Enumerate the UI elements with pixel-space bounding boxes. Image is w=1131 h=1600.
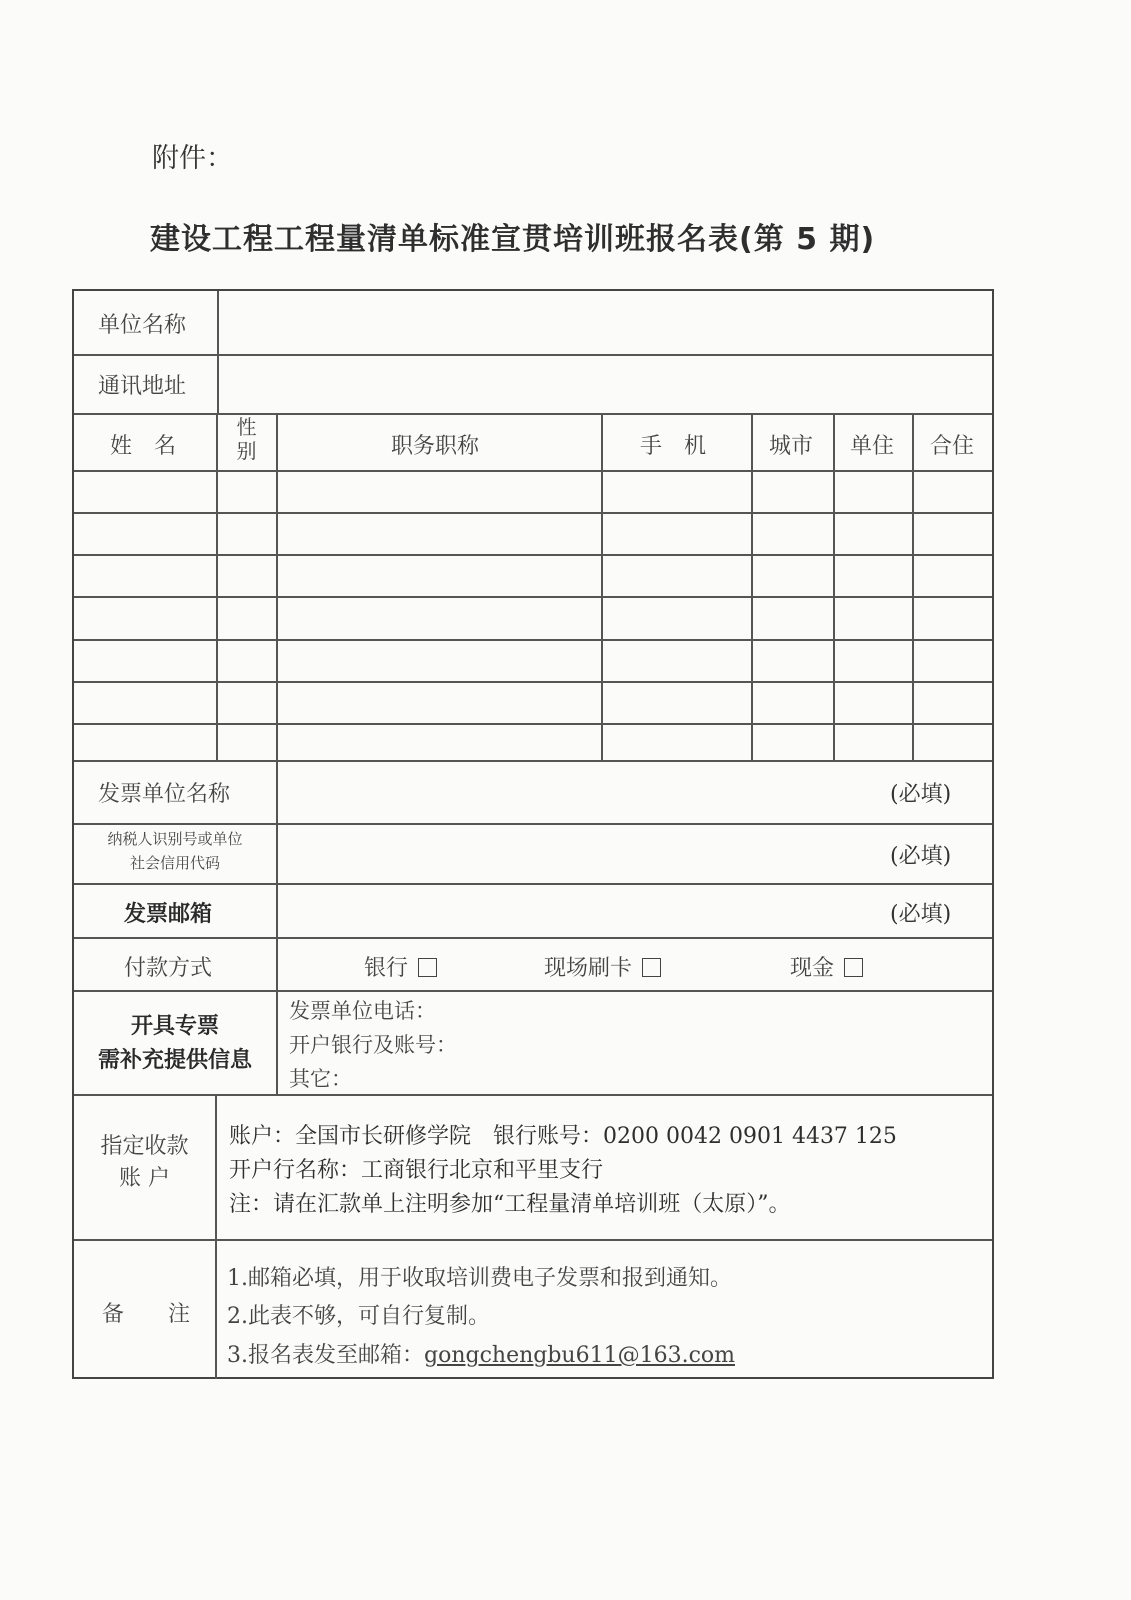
column-divider <box>217 291 219 413</box>
special-invoice-label <box>74 1010 276 1078</box>
row-divider <box>74 554 992 556</box>
row-divider <box>74 760 992 762</box>
column-divider <box>216 413 218 760</box>
special-invoice-label-line1: 开具专票 <box>130 1014 219 1039</box>
payment-method-label: 付款方式 <box>124 956 213 981</box>
column-divider <box>276 413 278 760</box>
col-gender-header <box>217 415 276 463</box>
col-position-header: 职务职称 <box>391 434 480 459</box>
payment-option-card[interactable] <box>544 951 661 982</box>
col-city-header: 城市 <box>769 434 814 459</box>
payment-option-cash[interactable] <box>790 951 863 982</box>
invoice-email-required: (必填) <box>890 902 952 927</box>
taxpayer-id-label <box>74 827 276 875</box>
payment-option-bank-label: 银行 <box>364 956 409 981</box>
row-divider <box>74 937 992 939</box>
column-divider <box>912 413 914 760</box>
payment-option-cash-label: 现金 <box>790 956 835 981</box>
row-divider <box>74 470 992 472</box>
col-gender-header-bottom: 别 <box>236 439 257 463</box>
col-shared-room-header: 合住 <box>930 434 975 459</box>
col-gender-header-top: 性 <box>236 415 257 439</box>
row-divider <box>74 354 992 356</box>
row-divider <box>74 883 992 885</box>
payment-option-card-label: 现场刷卡 <box>544 956 633 981</box>
page-title: 建设工程工程量清单标准宣贯培训班报名表(第 5 期) <box>150 222 876 257</box>
remark-line-2: 2.此表不够，可自行复制。 <box>227 1304 490 1329</box>
bank-checkbox[interactable] <box>418 958 437 977</box>
taxpayer-id-label-line1: 纳税人识别号或单位 <box>107 830 243 848</box>
invoice-email-label: 发票邮箱 <box>124 902 213 927</box>
registration-form-table <box>72 289 994 1379</box>
account-info-line: 账户：全国市长研修学院 银行账号：0200 0042 0901 4437 125 <box>229 1124 897 1149</box>
unit-name-label: 单位名称 <box>98 313 187 338</box>
taxpayer-id-label-line2: 社会信用代码 <box>129 854 220 872</box>
col-single-room-header: 单住 <box>850 434 895 459</box>
special-invoice-label-line2: 需补充提供信息 <box>97 1048 252 1073</box>
invoice-unit-required: (必填) <box>890 782 952 807</box>
remark-line-1: 1.邮箱必填，用于收取培训费电子发票和报到通知。 <box>227 1266 732 1291</box>
row-divider <box>74 1094 992 1096</box>
remarks-label: 备 注 <box>102 1302 191 1327</box>
bank-account-field: 开户银行及账号： <box>289 1033 457 1057</box>
row-divider <box>74 723 992 725</box>
row-divider <box>74 639 992 641</box>
remark-line-3-text: 3.报名表发至邮箱： <box>227 1343 424 1368</box>
attachment-label: 附件： <box>152 143 233 174</box>
cash-checkbox[interactable] <box>844 958 863 977</box>
address-label: 通讯地址 <box>98 374 187 399</box>
remark-line-3 <box>227 1338 735 1369</box>
column-divider <box>751 413 753 760</box>
row-divider <box>74 1239 992 1241</box>
invoice-phone-field: 发票单位电话： <box>289 999 436 1023</box>
payment-option-bank[interactable] <box>364 951 437 982</box>
row-divider <box>74 681 992 683</box>
column-divider <box>215 1094 217 1379</box>
row-divider <box>74 413 992 415</box>
column-divider <box>833 413 835 760</box>
taxpayer-id-required: (必填) <box>890 844 952 869</box>
invoice-unit-label: 发票单位名称 <box>98 782 231 807</box>
designated-account-label <box>74 1131 215 1195</box>
column-divider <box>276 760 278 1094</box>
column-divider <box>601 413 603 760</box>
account-bank-line: 开户行名称：工商银行北京和平里支行 <box>229 1158 604 1183</box>
row-divider <box>74 596 992 598</box>
card-checkbox[interactable] <box>642 958 661 977</box>
row-divider <box>74 823 992 825</box>
col-name-header: 姓 名 <box>110 434 177 459</box>
account-note-line: 注：请在汇款单上注明参加“工程量清单培训班（太原）”。 <box>229 1192 791 1217</box>
designated-account-label-line2: 账 户 <box>119 1166 170 1191</box>
col-mobile-header: 手 机 <box>640 434 707 459</box>
email-link[interactable]: gongchengbu611@163.com <box>424 1343 735 1368</box>
other-info-field: 其它： <box>289 1067 352 1091</box>
designated-account-label-line1: 指定收款 <box>100 1134 189 1159</box>
row-divider <box>74 512 992 514</box>
row-divider <box>74 990 992 992</box>
